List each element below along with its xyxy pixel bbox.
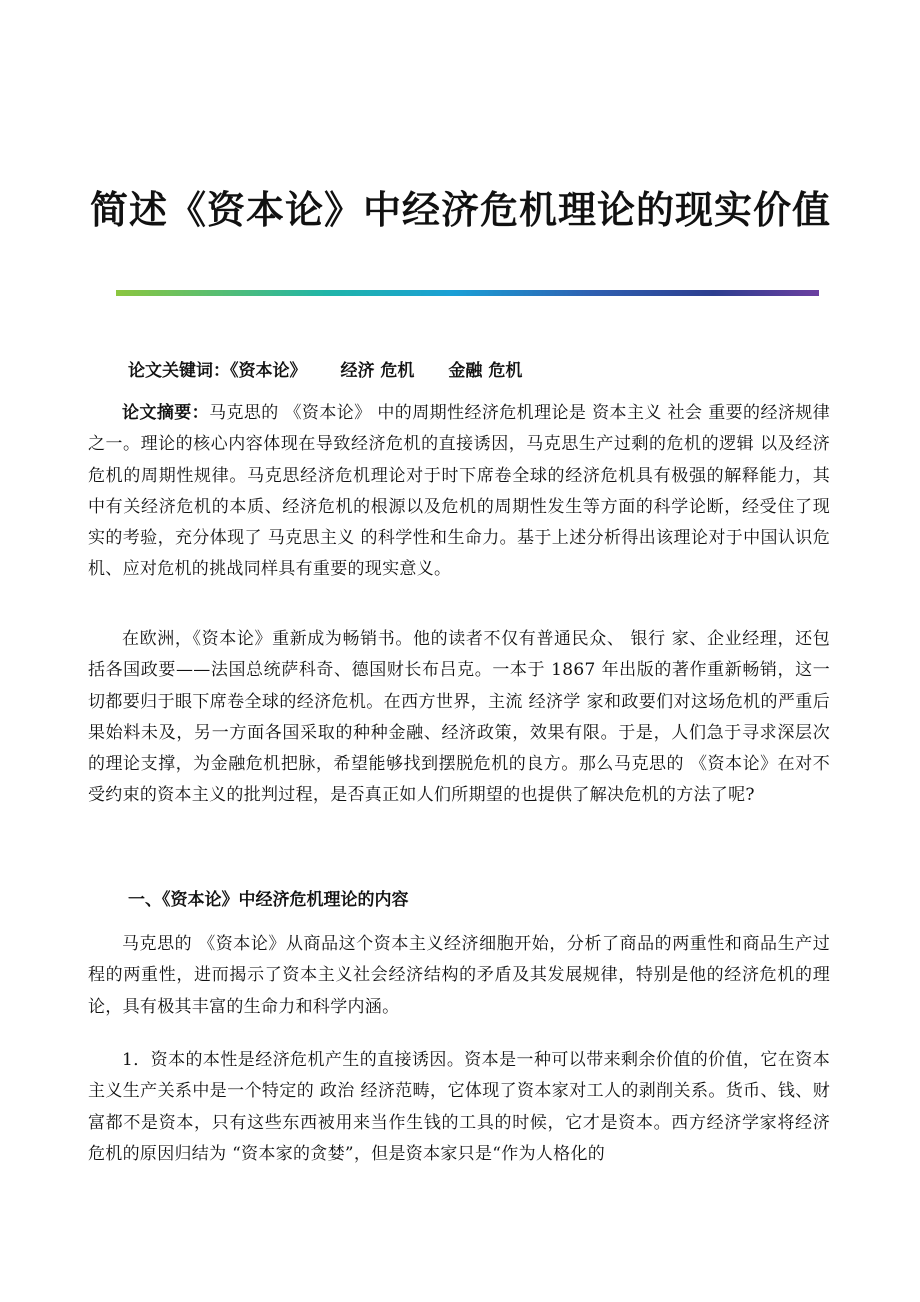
keyword-item: 经济 危机 [340,361,415,381]
abstract-block [88,398,830,586]
intro-block [88,624,830,812]
section-heading: 一、《资本论》中经济危机理论的内容 [128,890,409,910]
keyword-item: 《资本论》 [230,361,307,381]
point1-block [88,1045,830,1170]
point1-paragraph: 1．资本的本性是经济危机产生的直接诱因。资本是一种可以带来剩余价值的价值，它在资本主义生产关系中是一个特定的 政治 经济范畴，它体现了资本家对工人的剥削关系。货币、钱、财富都不是资本，只有这些东西被用来当作生钱的工具的时候，它才是资本。西方经济学家将经济危机的原因归结为 “资本家的贪婪”，但是资本家只是“作为人格化的 [88,1050,830,1164]
keywords-label: 论文关键词： [128,361,230,381]
abstract-paragraph [88,398,830,586]
title-gradient-rule [116,290,819,296]
abstract-label: 论文摘要： [122,403,210,423]
section1-block [88,929,830,1023]
abstract-text: 马克思的 《资本论》 中的周期性经济危机理论是 资本主义 社会 重要的经济规律之一。理论的核心内容体现在导致经济危机的直接诱因，马克思生产过剩的危机的逻辑 以及经济危机的周期性规律。马克思经济危机理论对于时下席卷全球的经济危机具有极强的解释能力，其中有关经济危机的本质、经济危机的根源以及危机的周期性发生等方面的科学论断，经受住了现实的考验，充分体现了 马克思主义 的科学性和生命力。基于上述分析得出该理论对于中国认识危机、应对危机的挑战同样具有重要的现实意义。 [88,403,831,580]
section1-paragraph: 马克思的 《资本论》从商品这个资本主义经济细胞开始，分析了商品的两重性和商品生产过程的两重性，进而揭示了资本主义社会经济结构的矛盾及其发展规律，特别是他的经济危机的理论，具有极其丰富的生命力和科学内涵。 [88,934,830,1017]
document-title: 简述《资本论》中经济危机理论的现实价值 [90,187,832,232]
keyword-item: 金融 危机 [448,361,523,381]
keywords-line [128,356,522,387]
intro-paragraph: 在欧洲，《资本论》重新成为畅销书。他的读者不仅有普通民众、 银行 家、企业经理，还包括各国政要——法国总统萨科奇、德国财长布吕克。一本于 1867 年出版的著作重新畅销，这一切都要归于眼下席卷全球的经济危机。在西方世界，主流 经济学 家和政要们对这场危机的严重后果始料未及，另一方面各国采取的种种金融、经济政策，效果有限。于是，人们急于寻求深层次的理论支撑，为金融危机把脉，希望能够找到摆脱危机的良方。那么马克思的 《资本论》在对不受约束的资本主义的批判过程，是否真正如人们所期望的也提供了解决危机的方法了呢? [88,629,830,806]
